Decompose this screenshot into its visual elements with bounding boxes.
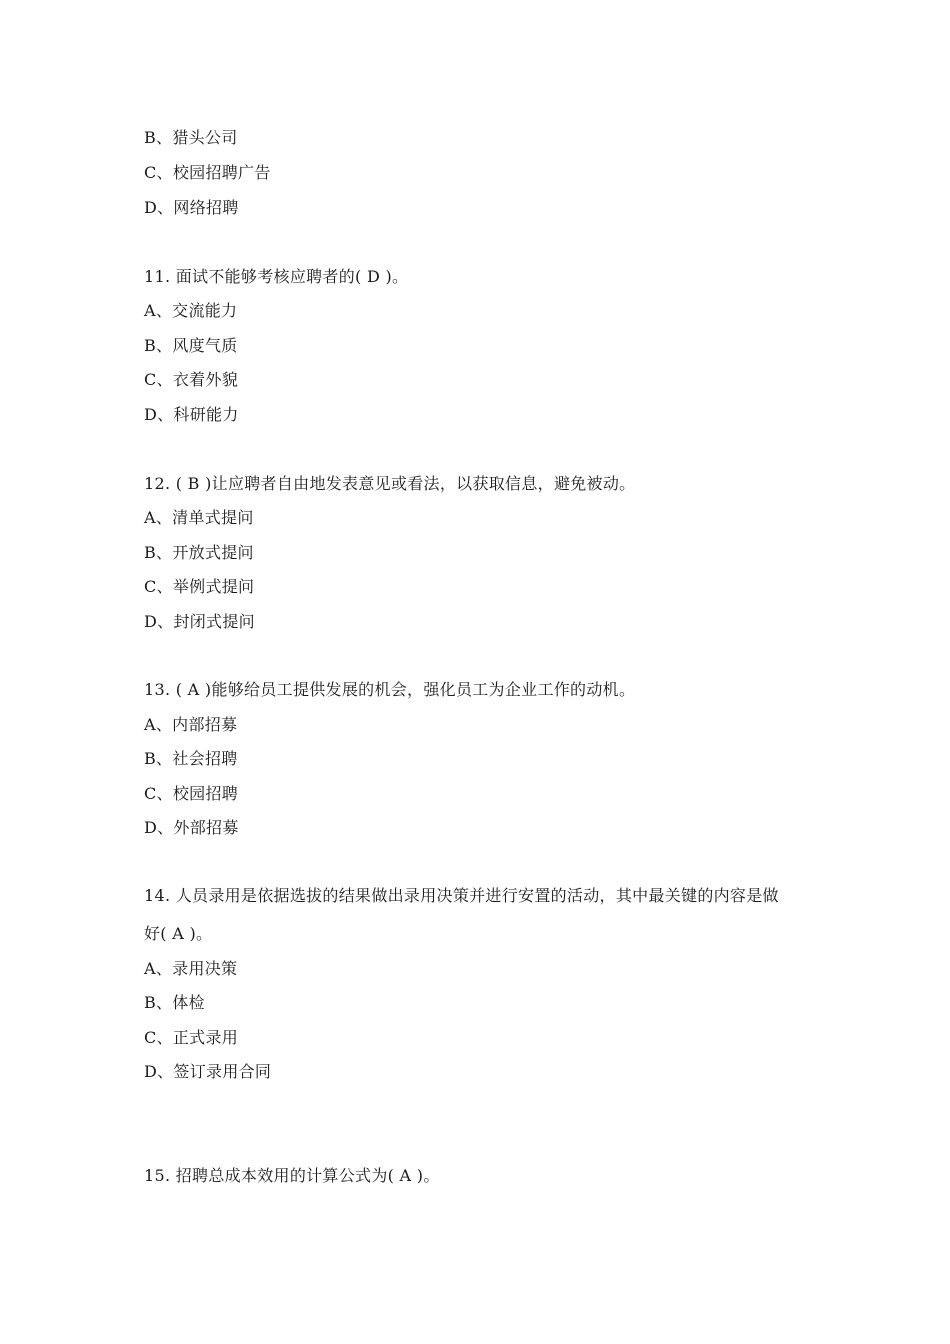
question-14-stem-line-1: 14. 人员录用是依据选拔的结果做出录用决策并进行安置的活动，其中最关键的内容是做	[144, 886, 779, 905]
question-12-option-a: A、清单式提问	[144, 508, 254, 527]
question-13-option-d: D、外部招募	[144, 818, 239, 837]
question-11-option-a: A、交流能力	[144, 301, 238, 320]
question-12-option-c: C、举例式提问	[144, 577, 255, 596]
question-13-stem: 13. ( A )能够给员工提供发展的机会，强化员工为企业工作的动机。	[144, 680, 636, 699]
question-14-option-d: D、签订录用合同	[144, 1062, 272, 1081]
question-13-option-c: C、校园招聘	[144, 784, 239, 803]
question-11-stem: 11. 面试不能够考核应聘者的( D )。	[144, 267, 409, 286]
question-11-option-d: D、科研能力	[144, 405, 239, 424]
question-14-option-a: A、录用决策	[144, 959, 238, 978]
question-12-option-b: B、开放式提问	[144, 543, 254, 562]
question-14-option-c: C、正式录用	[144, 1028, 239, 1047]
option-c: C、校园招聘广告	[144, 163, 271, 182]
question-15-stem: 15. 招聘总成本效用的计算公式为( A )。	[144, 1166, 440, 1185]
option-b: B、猎头公司	[144, 128, 238, 147]
question-13-option-a: A、内部招募	[144, 715, 238, 734]
question-13-option-b: B、社会招聘	[144, 749, 238, 768]
question-12-stem: 12. ( B )让应聘者自由地发表意见或看法，以获取信息，避免被动。	[144, 474, 636, 493]
question-12-option-d: D、封闭式提问	[144, 612, 255, 631]
question-11-option-b: B、风度气质	[144, 336, 238, 355]
question-14-option-b: B、体检	[144, 993, 205, 1012]
question-14-stem-line-2: 好( A )。	[144, 924, 213, 943]
option-d: D、网络招聘	[144, 198, 239, 217]
question-11-option-c: C、衣着外貌	[144, 370, 239, 389]
